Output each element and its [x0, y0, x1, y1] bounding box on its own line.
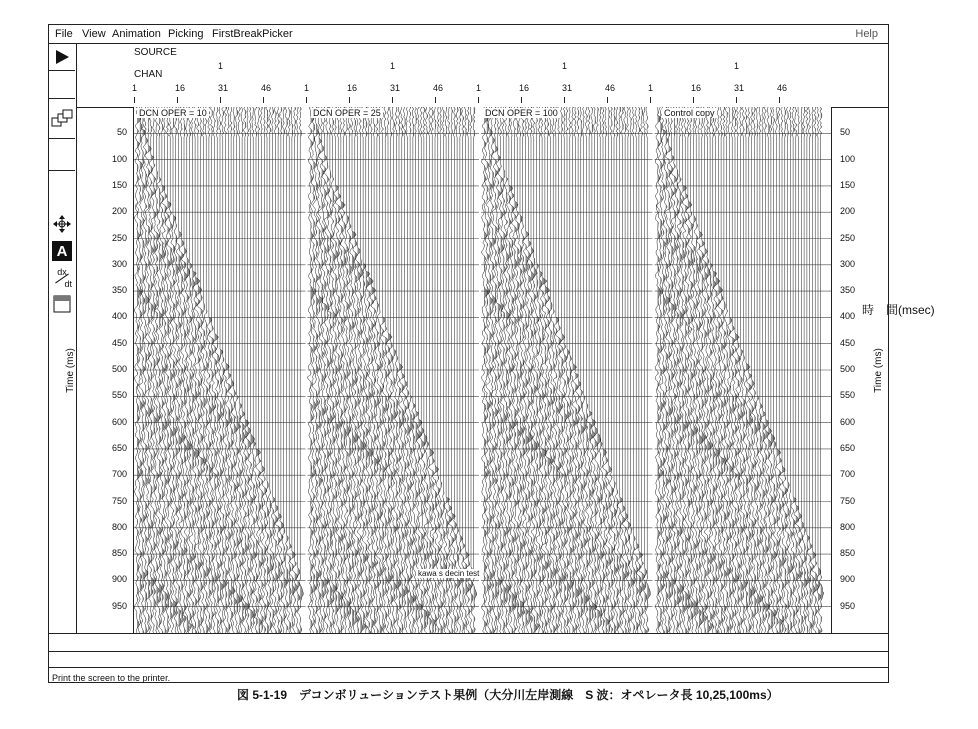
channel-tick: [478, 97, 479, 103]
channel-tick: [306, 97, 307, 103]
time-tick-label: 400: [840, 311, 856, 322]
channel-tick: [349, 97, 350, 103]
time-tick-label: 350: [840, 285, 856, 296]
time-tick-label: 200: [111, 206, 127, 217]
channel-tick: [564, 97, 565, 103]
divider: [49, 667, 888, 668]
move-arrows-icon: [52, 214, 72, 234]
source-value: 1: [218, 61, 224, 71]
seismic-traces: [134, 107, 831, 633]
menu-first-break-picker[interactable]: FirstBreakPicker: [212, 28, 293, 40]
time-tick-label: 850: [840, 548, 856, 559]
derivative-bottom-text: dt: [64, 278, 72, 289]
channel-tick: [521, 97, 522, 103]
channel-tick: [263, 97, 264, 103]
time-tick-label: 500: [840, 364, 856, 374]
time-tick-label: 300: [840, 258, 856, 269]
channel-tick-label: 1: [132, 83, 138, 93]
time-tick-label: 800: [111, 521, 127, 532]
plot-note: kawa s decin test: [418, 569, 480, 578]
time-axis-title-right: Time (ms): [872, 348, 884, 393]
time-tick-label: 350: [111, 285, 127, 296]
time-tick-label: 400: [111, 311, 127, 322]
chan-label: CHAN: [134, 69, 163, 80]
channel-tick-label: 46: [261, 83, 272, 93]
time-tick-label: 100: [840, 153, 856, 164]
time-tick-label: 50: [116, 127, 127, 138]
time-tick-label: 700: [840, 469, 856, 480]
time-tick-label: 200: [840, 206, 856, 217]
time-tick-label: 800: [840, 521, 856, 532]
channel-tick: [736, 97, 737, 103]
channel-tick-label: 31: [390, 83, 401, 93]
blank-tool-button-2[interactable]: [49, 139, 75, 171]
time-tick-label: 450: [840, 337, 856, 348]
time-tick-label: 550: [840, 390, 856, 401]
channel-tick: [435, 97, 436, 103]
app-window: [48, 24, 889, 683]
seismic-display[interactable]: [134, 107, 831, 633]
menu-view[interactable]: View: [82, 28, 106, 40]
time-tick-label: 600: [111, 416, 127, 427]
time-tick-label: 600: [840, 416, 856, 427]
windows-icon: [51, 109, 73, 129]
channel-tick: [220, 97, 221, 103]
derivative-top-text: dx: [57, 266, 67, 277]
source-label: SOURCE: [134, 47, 177, 58]
panel-label-control: Control copy: [664, 108, 715, 118]
time-tick-label: 900: [840, 574, 856, 585]
channel-tick: [177, 97, 178, 103]
menu-help[interactable]: Help: [855, 28, 878, 40]
time-tick-label: 50: [840, 127, 851, 138]
windows-button[interactable]: [49, 99, 75, 139]
tool-palette: [49, 43, 77, 633]
panel-label-oper-100: DCN OPER = 100: [485, 108, 558, 118]
time-tick-label: 550: [111, 390, 127, 401]
text-tool-icon: A: [52, 241, 72, 261]
time-msec-label: 時 間(msec): [862, 303, 935, 317]
time-axis-title-left: Time (ms): [64, 348, 76, 393]
time-tick-label: 150: [111, 179, 127, 190]
status-text: Print the screen to the printer.: [52, 673, 171, 683]
channel-tick: [693, 97, 694, 103]
channel-tick: [607, 97, 608, 103]
channel-tick: [650, 97, 651, 103]
trace-header: [76, 43, 888, 108]
time-tick-label: 950: [840, 600, 856, 611]
channel-tick-label: 1: [304, 83, 310, 93]
time-axis-right: [831, 107, 889, 633]
divider: [49, 633, 888, 634]
time-tick-label: 750: [111, 495, 127, 506]
time-tick-label: 250: [111, 232, 127, 243]
divider: [49, 651, 888, 652]
time-tick-label: 300: [111, 258, 127, 269]
menu-picking[interactable]: Picking: [168, 28, 204, 40]
play-button[interactable]: [49, 43, 75, 71]
time-tick-label: 150: [840, 179, 856, 190]
channel-tick-label: 16: [519, 83, 530, 93]
source-value: 1: [390, 61, 396, 71]
time-tick-label: 750: [840, 495, 856, 506]
menu-animation[interactable]: Animation: [112, 28, 161, 40]
channel-tick-label: 46: [777, 83, 788, 93]
time-tick-label: 100: [111, 153, 127, 164]
panel-label-oper-25: DCN OPER = 25: [313, 108, 381, 118]
channel-tick-label: 16: [347, 83, 358, 93]
time-tick-label: 950: [111, 600, 127, 611]
time-tick-label: 650: [111, 442, 127, 453]
screen-icon: [53, 295, 71, 313]
time-tick-label: 700: [111, 469, 127, 480]
channel-tick-label: 16: [691, 83, 702, 93]
text-tool-button[interactable]: [49, 239, 75, 263]
blank-tool-button[interactable]: [49, 71, 75, 99]
figure-caption: 図 5-1-19 デコンボリューションテスト果例（大分川左岸測線 S 波：オペレータ長 10,25,100ms）: [237, 688, 779, 702]
play-icon: [54, 49, 70, 65]
panel-label-oper-10: DCN OPER = 10: [139, 108, 207, 118]
derivative-button[interactable]: [49, 265, 75, 291]
time-tick-label: 450: [111, 337, 127, 348]
time-tick-label: 850: [111, 548, 127, 559]
screen-button[interactable]: [49, 293, 75, 315]
channel-tick-label: 1: [476, 83, 482, 93]
channel-tick-label: 31: [562, 83, 573, 93]
channel-tick-label: 46: [433, 83, 444, 93]
move-button[interactable]: [49, 211, 75, 237]
channel-tick: [392, 97, 393, 103]
time-tick-label: 500: [111, 364, 127, 374]
source-value: 1: [562, 61, 568, 71]
channel-tick: [134, 97, 135, 103]
time-tick-label: 900: [111, 574, 127, 585]
channel-tick-label: 46: [605, 83, 616, 93]
time-tick-label: 650: [840, 442, 856, 453]
menu-file[interactable]: File: [55, 28, 73, 40]
channel-tick-label: 16: [175, 83, 186, 93]
channel-tick-label: 31: [734, 83, 745, 93]
time-tick-label: 250: [840, 232, 856, 243]
menu-bar: [49, 25, 888, 44]
source-value: 1: [734, 61, 740, 71]
channel-tick-label: 1: [648, 83, 654, 93]
channel-tick-label: 31: [218, 83, 229, 93]
channel-tick: [779, 97, 780, 103]
message-area: [49, 633, 888, 684]
